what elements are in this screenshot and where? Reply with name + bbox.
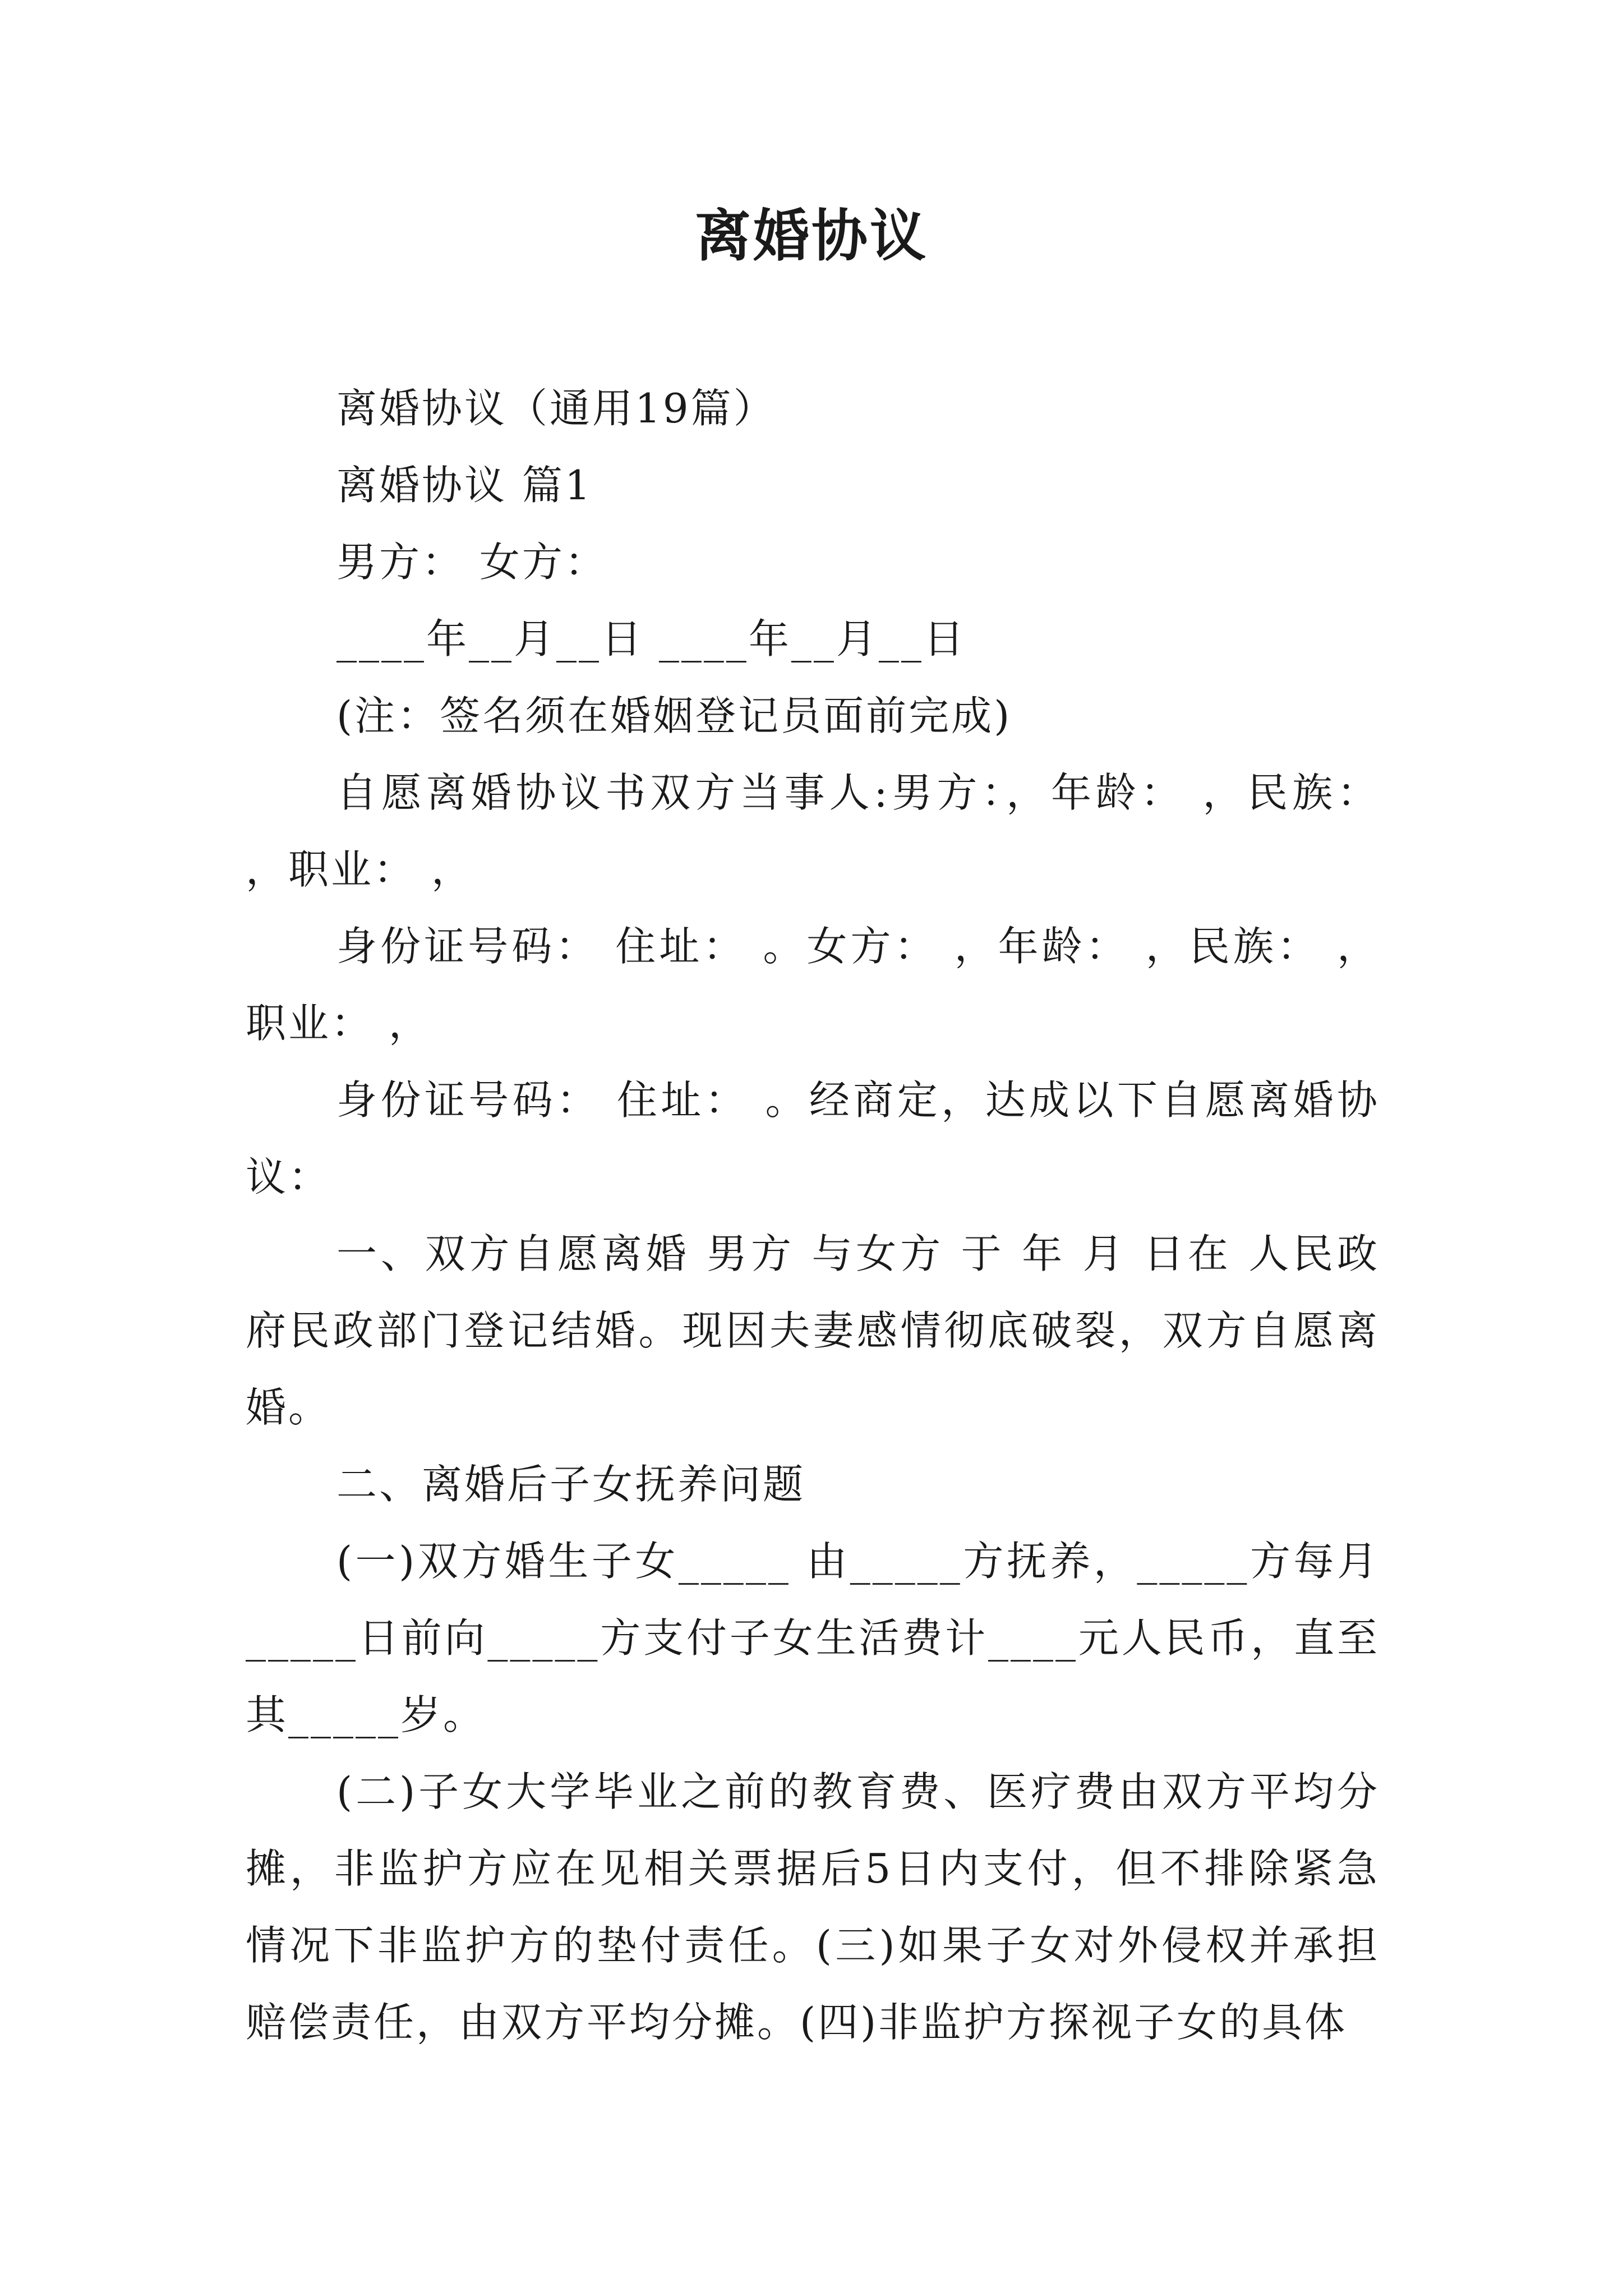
paragraph-female-info: 身份证号码： 住址： 。女方： ，年龄： ，民族： ，职业： ， <box>246 923 1380 1047</box>
paragraph-dates: ____年__月__日 ____年__月__日 <box>336 615 966 662</box>
paragraph-clause-1: 一、双方自愿离婚 男方 与女方 于 年 月 日在 人民政府民政部门登记结婚。现因夫妻感情彻底破裂，双方自愿离婚。 <box>246 1230 1380 1431</box>
paragraph-agreement-intro: 身份证号码： 住址： 。经商定，达成以下自愿离婚协议： <box>246 1076 1380 1200</box>
paragraph-note: (注：签名须在婚姻登记员面前完成) <box>336 692 1012 739</box>
paragraph-heading: 离婚协议 篇1 <box>336 462 593 509</box>
paragraph-clause-2-2: (二)子女大学毕业之前的教育费、医疗费由双方平均分摊，非监护方应在见相关票据后5日内支付，但不排除紧急情况下非监护方的垫付责任。(三)如果子女对外侵权并承担赔偿责任，由双方平均分摊。(四)非监护方探视子女的具体 <box>246 1768 1380 2046</box>
paragraph-male-info: 自愿离婚协议书双方当事人:男方：，年龄： ，民族： ，职业： ， <box>246 769 1380 893</box>
document-body <box>246 370 1380 2061</box>
document-title: 离婚协议 <box>695 203 928 269</box>
paragraph-parties: 男方： 女方： <box>336 539 607 586</box>
paragraph-clause-2-1: (一)双方婚生子女_____ 由_____方抚养，_____方每月_____日前向_____方支付子女生活费计____元人民币，直至其_____岁。 <box>246 1538 1380 1738</box>
paragraph-clause-2-heading: 二、离婚后子女抚养问题 <box>336 1461 806 1508</box>
paragraph-subtitle: 离婚协议（通用19篇） <box>336 385 776 432</box>
